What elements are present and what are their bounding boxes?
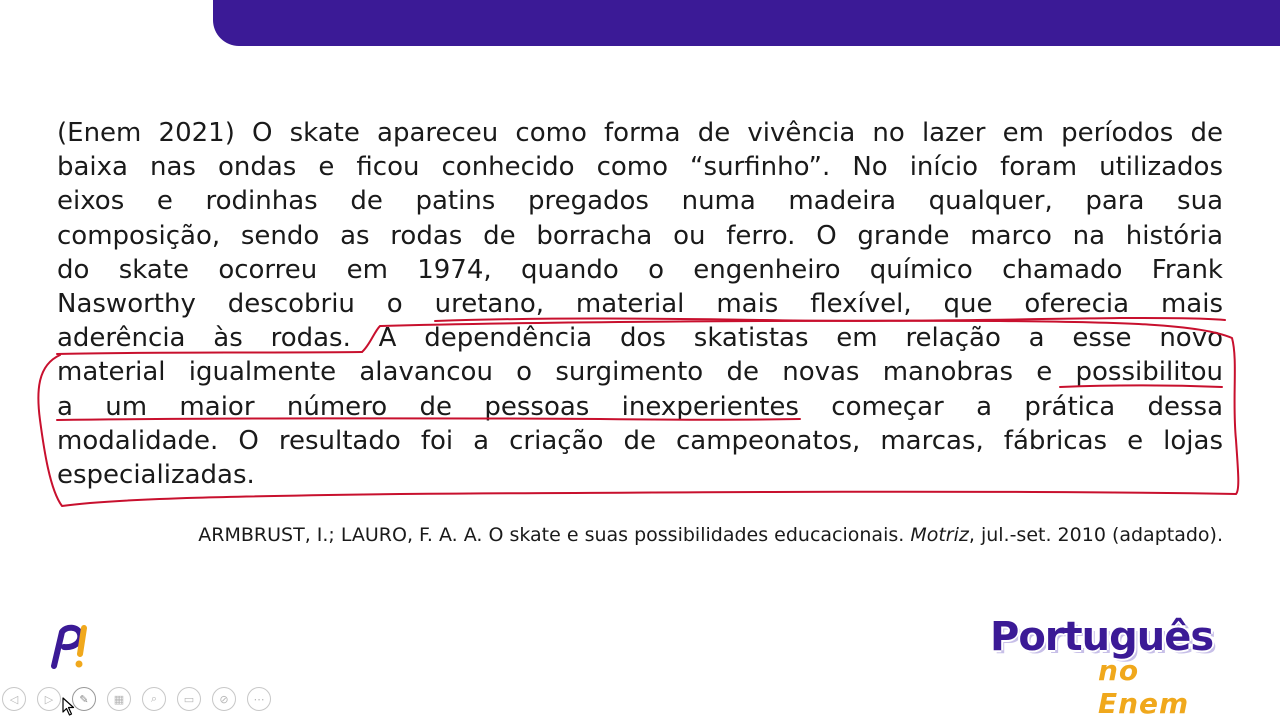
pen-icon: ✎ bbox=[79, 692, 89, 706]
camera-button[interactable] bbox=[212, 687, 236, 711]
passage-line: aderência às rodas. A dependência dos skatistas em relação a esse novo bbox=[57, 323, 1223, 354]
passage-line: especializadas. bbox=[57, 459, 255, 490]
more-options-button[interactable] bbox=[247, 687, 271, 711]
passage-line: (Enem 2021) O skate apareceu como forma de vivência no lazer em períodos de bbox=[57, 118, 1223, 148]
next-slide-button[interactable] bbox=[37, 687, 61, 711]
brand-wordmark bbox=[990, 614, 1240, 720]
citation-rest: , jul.-set. 2010 (adaptado). bbox=[968, 524, 1223, 546]
citation-journal: Motriz bbox=[910, 524, 969, 546]
brand-subtitle: no Enem bbox=[1098, 654, 1190, 720]
brand-logo-icon bbox=[44, 622, 94, 672]
passage-line: a um maior número de pessoas inexperientes começar a prática dessa bbox=[57, 391, 1223, 422]
passage-line: eixos e rodinhas de patins pregados numa madeira qualquer, para sua bbox=[57, 186, 1223, 217]
camera-off-icon: ⊘ bbox=[219, 692, 229, 706]
zoom-icon: ⌕ bbox=[150, 692, 158, 705]
subtitles-button[interactable] bbox=[177, 687, 201, 711]
brand-title: Português bbox=[990, 614, 1214, 660]
zoom-button[interactable] bbox=[142, 687, 166, 711]
slides-icon: ▦ bbox=[113, 692, 125, 706]
slides-overview-button[interactable] bbox=[107, 687, 131, 711]
prev-slide-button[interactable] bbox=[2, 687, 26, 711]
next-slide-icon: ▷ bbox=[44, 692, 54, 706]
question-passage bbox=[57, 116, 1223, 492]
subtitles-icon: ▭ bbox=[183, 692, 195, 706]
passage-line: baixa nas ondas e ficou conhecido como “surfinho”. No início foram utilizados bbox=[57, 152, 1223, 183]
header-bar bbox=[213, 0, 1280, 46]
source-citation bbox=[198, 524, 1223, 546]
mouse-cursor-icon bbox=[62, 697, 76, 717]
passage-line: modalidade. O resultado foi a criação de campeonatos, marcas, fábricas e lojas bbox=[57, 425, 1223, 456]
passage-line: Nasworthy descobriu o uretano, material mais flexível, que oferecia mais bbox=[57, 288, 1223, 319]
passage-line: composição, sendo as rodas de borracha ou ferro. O grande marco na história bbox=[57, 220, 1223, 251]
citation-authors: ARMBRUST, I.; LAURO, F. A. A. O skate e suas possibilidades educacionais. bbox=[198, 524, 911, 546]
prev-slide-icon: ◁ bbox=[9, 692, 19, 706]
passage-line: do skate ocorreu em 1974, quando o engenheiro químico chamado Frank bbox=[57, 254, 1223, 285]
presentation-toolbar bbox=[2, 687, 271, 713]
passage-line: material igualmente alavancou o surgimento de novas manobras e possibilitou bbox=[57, 357, 1223, 388]
more-icon: ⋯ bbox=[253, 692, 265, 706]
